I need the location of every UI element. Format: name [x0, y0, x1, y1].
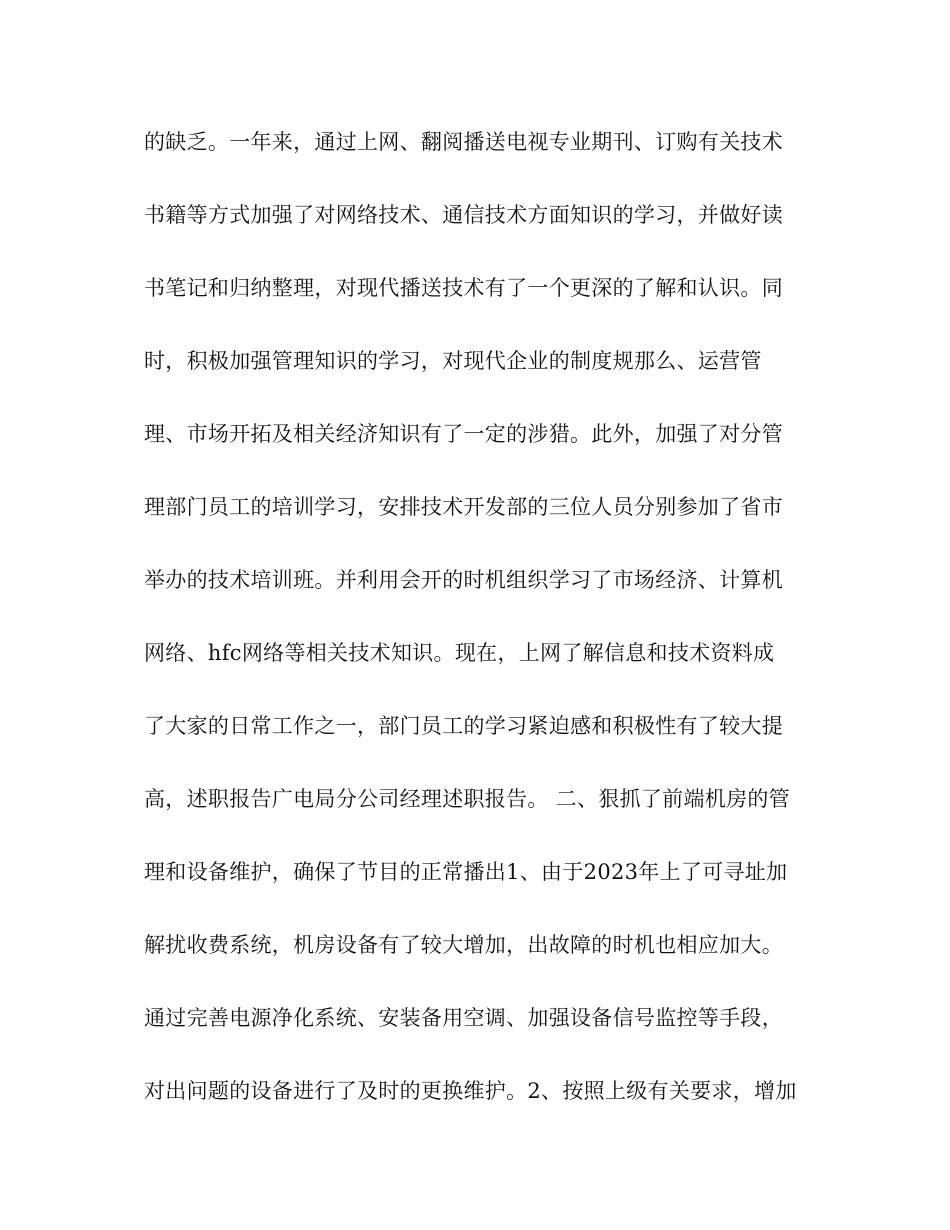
text-line: 通过完善电源净化系统、安装备用空调、加强设备信号监控等手段， [144, 1006, 783, 1030]
text-line: 了大家的日常工作之一，部门员工的学习紧迫感和积极性有了较大提 [144, 714, 783, 738]
text-line: 举办的技术培训班。并利用会开的时机组织学习了市场经济、计算机 [144, 568, 783, 592]
text-line: 对出问题的设备进行了及时的更换维护。2、按照上级有关要求，增加 [144, 1079, 797, 1103]
text-line: 网络、hfc网络等相关技术知识。现在，上网了解信息和技术资料成 [144, 641, 775, 665]
text-line: 书笔记和归纳整理，对现代播送技术有了一个更深的了解和认识。同 [144, 276, 783, 300]
body-text [144, 120, 814, 1142]
text-line: 时，积极加强管理知识的学习，对现代企业的制度规那么、运营管 [144, 349, 762, 373]
text-line: 的缺乏。一年来，通过上网、翻阅播送电视专业期刊、订购有关技术 [144, 130, 783, 154]
text-line: 理和设备维护，确保了节目的正常播出1、由于2023年上了可寻址加 [144, 860, 788, 884]
text-line: 理部门员工的培训学习，安排技术开发部的三位人员分别参加了省市 [144, 495, 783, 519]
text-line: 高，述职报告广电局分公司经理述职报告。 二、狠抓了前端机房的管 [144, 787, 790, 811]
text-line: 解扰收费系统，机房设备有了较大增加，出故障的时机也相应加大。 [144, 933, 783, 957]
text-line: 理、市场开拓及相关经济知识有了一定的涉猎。此外，加强了对分管 [144, 422, 783, 446]
text-line: 书籍等方式加强了对网络技术、通信技术方面知识的学习，并做好读 [144, 203, 783, 227]
